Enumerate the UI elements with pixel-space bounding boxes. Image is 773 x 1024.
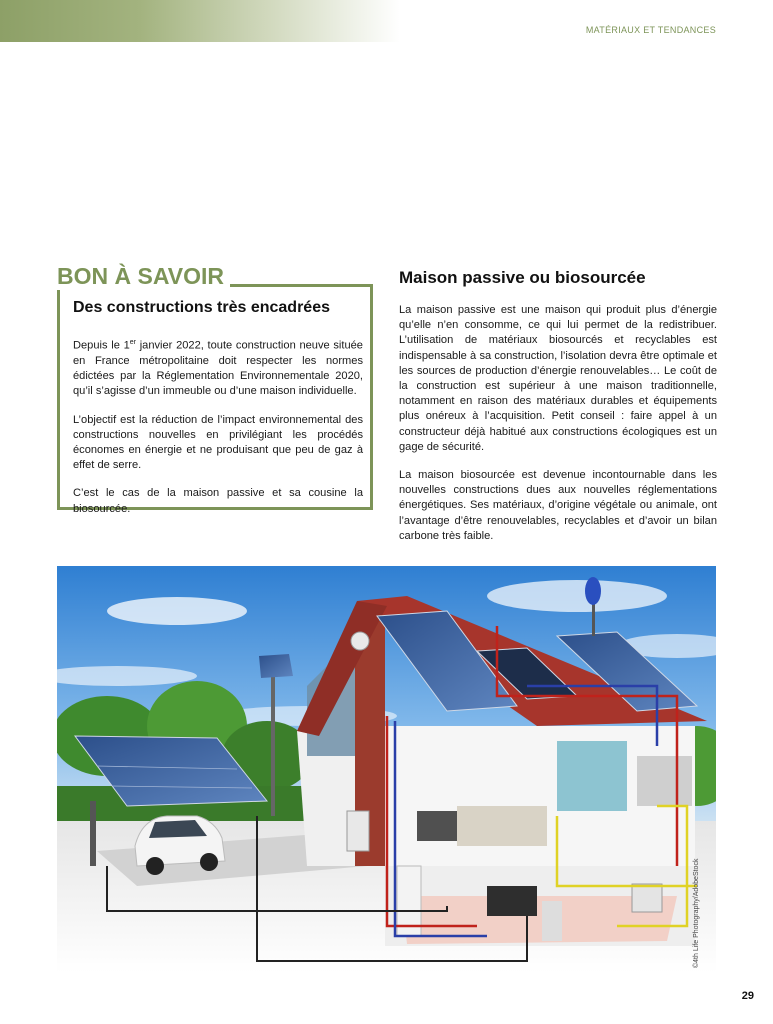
illustration-eco-house xyxy=(57,566,716,973)
article-body xyxy=(399,303,717,557)
header-color-band xyxy=(0,0,400,42)
article-title: Maison passive ou biosourcée xyxy=(399,268,646,287)
article-paragraph-1: La maison passive est une maison qui produit plus d’énergie qu’elle n’en consomme, ce qui lui permet de la redistribuer. L’utilisation de matériaux biosourcés et recyclables est indispensable à sa construction, l’isolation devra être optimale et les sources de production d’énergie renouvelables… Le coût de la construction est supérieur à une maison traditionnelle, notamment en raison des matériaux durables et équipements plus onéreux à l’acquisition. Petit conseil : faire appel à un constructeur déjà habitué aux constructions écologiques est un gage de sécurité. xyxy=(399,304,717,453)
article-paragraph-2: La maison biosourcée est devenue incontournable dans les nouvelles constructions dues aux nouvelles réglementations énergétiques. Ses matériaux, d’origine végétale ou animale, ont l’avantage d’être renouvelables, recyclables et d’avoir un bilan carbone très faible. xyxy=(399,469,717,542)
box-title: Des constructions très encadrées xyxy=(73,299,330,316)
info-box xyxy=(57,284,373,515)
box-body xyxy=(73,335,363,530)
section-label: MATÉRIAUX ET TENDANCES xyxy=(585,25,716,35)
box-paragraph-3: C’est le cas de la maison passive et sa cousine la biosourcée. xyxy=(73,487,363,515)
box-paragraph-1: Depuis le 1er janvier 2022, toute construction neuve située en France métropolitaine doit respecter les normes édictées par la Réglementation Environnementale 2020, qu’il s’agisse d’un immeuble ou d’une maison individuelle. xyxy=(73,339,363,398)
photo-credit: ©4th Life Photography/AdobeStock xyxy=(693,858,700,968)
box-heading: BON À SAVOIR xyxy=(57,262,230,290)
page-number: 29 xyxy=(741,990,754,1002)
box-paragraph-2: L’objectif est la réduction de l’impact environnemental des constructions nouvelles en privilégiant les procédés économes en énergie et ne produisant que peu de gaz à effet de serre. xyxy=(73,413,363,472)
